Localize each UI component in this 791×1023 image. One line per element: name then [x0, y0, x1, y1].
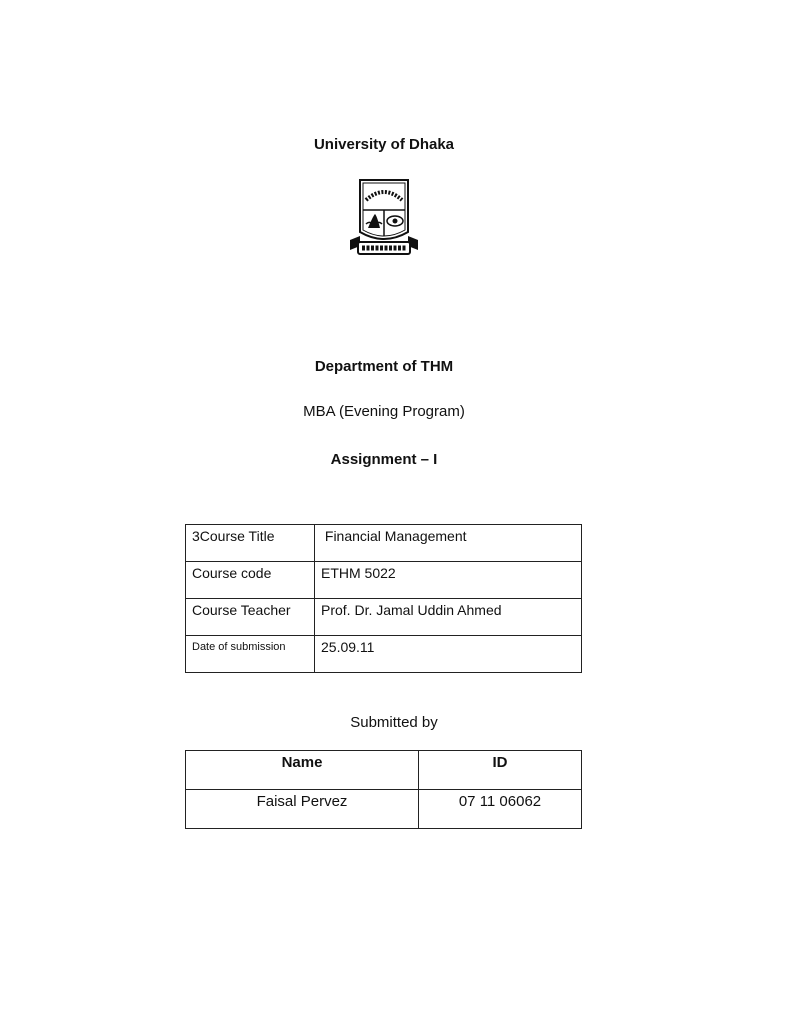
name-column-header: Name — [186, 751, 419, 790]
submission-date-value: 25.09.11 — [315, 636, 582, 673]
submitted-by-heading: Submitted by — [350, 714, 438, 731]
assignment-title: Assignment – I — [330, 451, 438, 468]
university-crest-icon — [346, 176, 422, 260]
table-row — [186, 790, 582, 829]
course-title-value: Financial Management — [315, 525, 582, 562]
table-row — [186, 525, 582, 562]
department-title: Department of THM — [314, 358, 454, 375]
student-id: 07 11 06062 — [419, 790, 582, 829]
student-table — [185, 750, 582, 829]
course-code-value: ETHM 5022 — [315, 562, 582, 599]
course-info-table — [185, 524, 582, 673]
university-title: University of Dhaka — [313, 136, 455, 153]
course-teacher-label: Course Teacher — [186, 599, 315, 636]
course-title-label: 3Course Title — [186, 525, 315, 562]
program-title: MBA (Evening Program) — [303, 403, 465, 420]
course-teacher-value: Prof. Dr. Jamal Uddin Ahmed — [315, 599, 582, 636]
table-row — [186, 599, 582, 636]
id-column-header: ID — [419, 751, 582, 790]
table-row — [186, 636, 582, 673]
submission-date-label: Date of submission — [186, 636, 315, 673]
student-name: Faisal Pervez — [186, 790, 419, 829]
table-row — [186, 562, 582, 599]
course-code-label: Course code — [186, 562, 315, 599]
table-header-row — [186, 751, 582, 790]
